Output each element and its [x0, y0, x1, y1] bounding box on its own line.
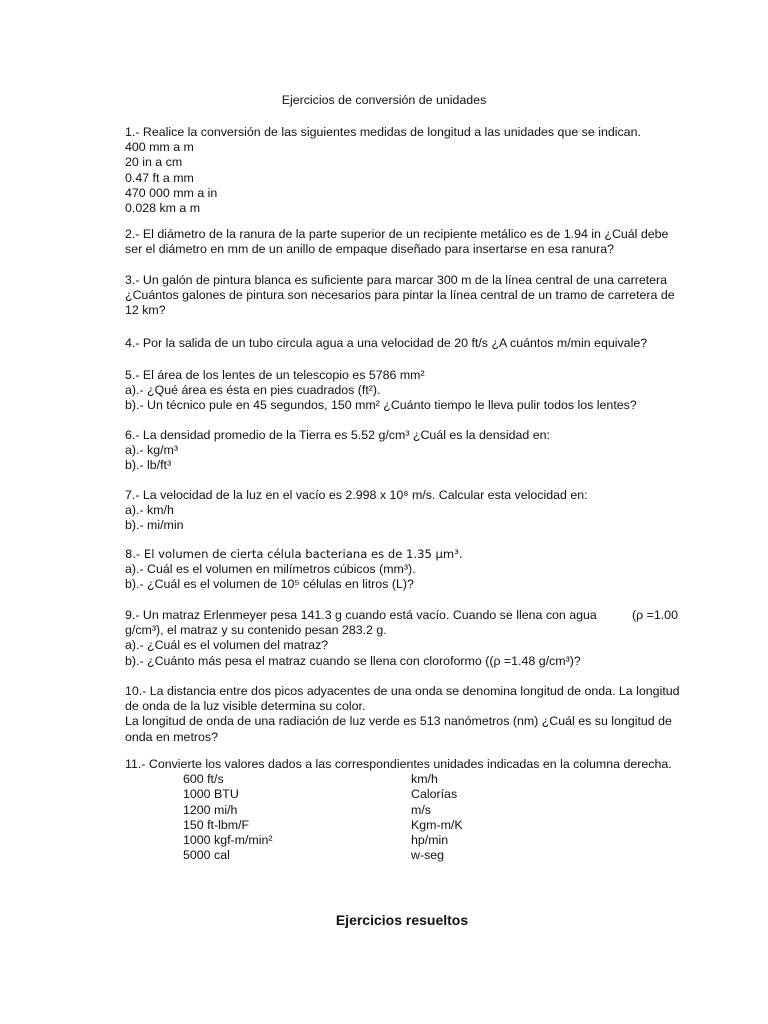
conversion-to: m/s — [411, 802, 431, 817]
exercise-7-line: 7.- La velocidad de la luz en el vacío es 2.998 x 10⁸ m/s. Calcular esta velocidad en: — [125, 488, 588, 502]
conversion-to: Kgm-m/K — [411, 817, 463, 832]
exercise-5 — [125, 368, 685, 414]
exercise-6 — [125, 428, 685, 474]
exercise-10-line: de onda de la luz visible determina su color. — [125, 699, 366, 714]
exercise-3-line: 12 km? — [125, 303, 166, 318]
conversion-row — [125, 803, 685, 818]
exercise-11 — [125, 757, 685, 863]
exercise-3-line: ¿Cuántos galones de pintura son necesarios para pintar la línea central de un tramo de carretera de — [125, 288, 675, 303]
conversion-row — [125, 787, 685, 802]
exercise-3 — [125, 273, 685, 319]
exercise-7 — [125, 488, 685, 534]
exercise-8 — [125, 547, 685, 593]
exercise-2 — [125, 227, 685, 257]
conversion-from: 150 ft-lbm/F — [183, 817, 250, 832]
conversion-from: 5000 cal — [183, 848, 230, 863]
exercise-5-line: a).- ¿Qué área es ésta en pies cuadrados (ft²). — [125, 383, 381, 398]
exercise-9-line: 9.- Un matraz Erlenmeyer pesa 141.3 g cuando está vacío. Cuando se llena con agua — [125, 608, 597, 622]
exercise-9-density-label: (ρ =1.00 — [632, 608, 678, 622]
exercise-1-item: 470 000 mm a in — [125, 185, 218, 200]
exercise-8-line: b).- ¿Cuál es el volumen de 10⁵ células en litros (L)? — [125, 577, 414, 592]
exercise-1-item: 20 in a cm — [125, 155, 183, 170]
conversion-row — [125, 772, 685, 787]
exercise-10 — [125, 684, 685, 745]
exercise-1-item: 400 mm a m — [125, 140, 194, 155]
exercise-10-line: La longitud de onda de una radiación de luz verde es 513 nanómetros (nm) ¿Cuál es su longitud de — [125, 714, 672, 729]
exercise-6-line: b).- lb/ft³ — [125, 458, 172, 473]
exercise-8-line: a).- Cuál es el volumen en milímetros cúbicos (mm³). — [125, 562, 416, 577]
conversion-row — [125, 818, 685, 833]
exercise-4 — [125, 336, 685, 351]
exercise-6-line: 6.- La densidad promedio de la Tierra es 5.52 g/cm³ ¿Cuál es la densidad en: — [125, 428, 550, 442]
conversion-from: 1000 BTU — [183, 787, 239, 802]
conversion-to: Calorías — [411, 787, 458, 802]
exercise-9 — [125, 608, 685, 669]
exercise-10-line: onda en metros? — [125, 729, 218, 744]
exercise-4-line: 4.- Por la salida de un tubo circula agua a una velocidad de 20 ft/s ¿A cuántos m/min equivale? — [125, 336, 648, 350]
exercise-2-line: 2.- El diámetro de la ranura de la parte superior de un recipiente metálico es de 1.94 in ¿Cuál debe — [125, 227, 669, 241]
exercise-1-prompt: 1.- Realice la conversión de las siguientes medidas de longitud a las unidades que se indican. — [125, 125, 641, 139]
exercise-9-line: b).- ¿Cuánto más pesa el matraz cuando se llena con cloroformo ((ρ =1.48 g/cm³)? — [125, 653, 581, 668]
conversion-row — [125, 848, 685, 863]
exercise-1 — [125, 125, 685, 216]
exercise-11-prompt: 11.- Convierte los valores dados a las correspondientes unidades indicadas en la columna derecha. — [125, 757, 672, 771]
exercise-9-line: a).- ¿Cuál es el volumen del matraz? — [125, 638, 329, 653]
exercise-7-line: a).- km/h — [125, 503, 174, 518]
exercise-9-first-line — [125, 608, 685, 623]
conversion-from: 600 ft/s — [183, 772, 224, 787]
conversion-from: 1200 mi/h — [183, 802, 238, 817]
exercise-7-line: b).- mi/min — [125, 518, 184, 533]
exercise-2-line: ser el diámetro en mm de un anillo de empaque diseñado para insertarse en esa ranura? — [125, 242, 615, 257]
exercise-5-line: 5.- El área de los lentes de un telescopio es 5786 mm² — [125, 368, 425, 382]
conversion-to: w-seg — [411, 848, 445, 863]
exercise-8-line: 8.- El volumen de cierta célula bacteriana es de 1.35 μm³. — [125, 547, 463, 561]
exercise-1-item: 0.028 km a m — [125, 200, 201, 215]
exercise-1-item: 0.47 ft a mm — [125, 170, 194, 185]
conversion-to: km/h — [411, 772, 438, 787]
conversion-from: 1000 kgf-m/min² — [183, 832, 273, 847]
exercise-9-line: g/cm³), el matraz y su contenido pesan 283.2 g. — [125, 623, 387, 638]
exercise-5-line: b).- Un técnico pule en 45 segundos, 150 mm² ¿Cuánto tiempo le lleva pulir todos los lentes? — [125, 398, 637, 413]
exercise-10-line: 10.- La distancia entre dos picos adyacentes de una onda se denomina longitud de onda. La longitud — [125, 684, 680, 698]
section-heading-solved-exercises: Ejercicios resueltos — [335, 912, 469, 928]
exercise-6-line: a).- kg/m³ — [125, 443, 179, 458]
exercise-3-line: 3.- Un galón de pintura blanca es suficiente para marcar 300 m de la línea central de una carretera — [125, 273, 668, 287]
conversion-to: hp/min — [411, 832, 449, 847]
document-title: Ejercicios de conversión de unidades — [281, 93, 487, 107]
conversion-row — [125, 833, 685, 848]
